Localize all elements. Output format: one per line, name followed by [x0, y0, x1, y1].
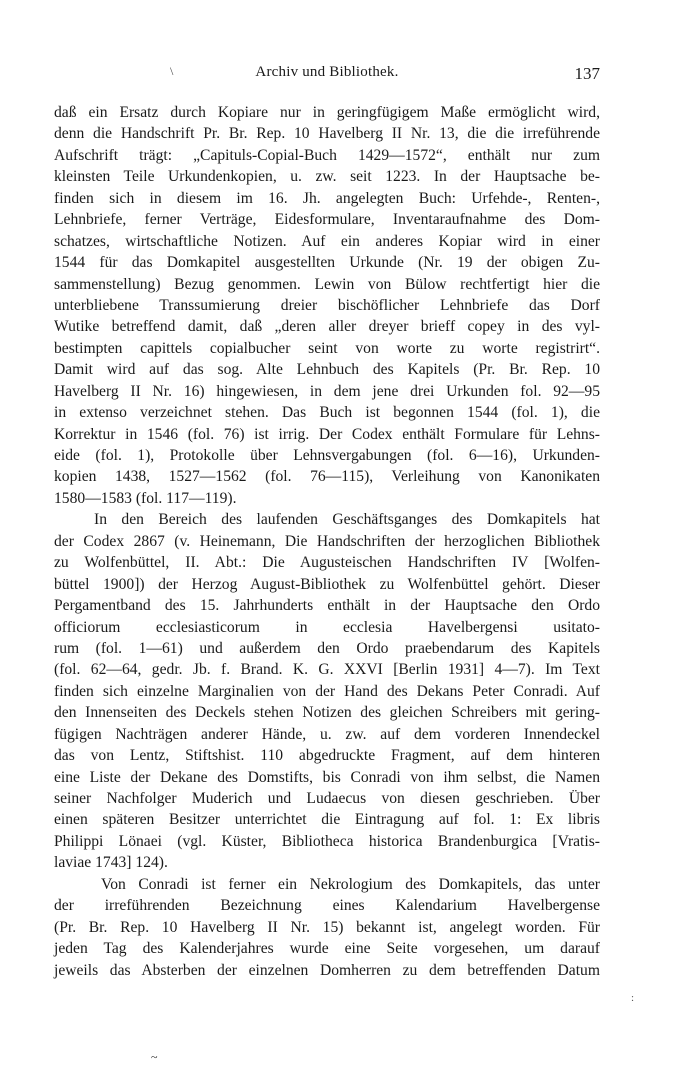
text-line: daß ein Ersatz durch Kopiare nur in geringfügigem Maße ermöglicht wird, [54, 104, 600, 121]
text-line: zu Wolfenbüttel, II. Abt.: Die Augusteischen Handschriften IV [Wolfen- [54, 554, 600, 572]
foot-mark: ~ [151, 1050, 158, 1064]
body-text [54, 102, 600, 981]
text-line: bestimpten capittels copialbucher seint von worte zu worte registrirt“. [54, 339, 600, 357]
text-line: 1544 für das Domkapitel ausgestellten Urkunde (Nr. 19 der obigen Zu- [54, 254, 600, 272]
text-line: denn die Handschrift Pr. Br. Rep. 10 Havelberg II Nr. 13, die die irreführende [54, 125, 600, 143]
text-line: Von Conradi ist ferner ein Nekrologium des Domkapitels, das unter [101, 875, 600, 893]
text-line: eine Liste der Dekane des Domstifts, bis Conradi von ihm selbst, die Namen [54, 768, 600, 786]
text-line: den Innenseiten des Deckels stehen Notizen des gleichen Schreibers mit gering- [54, 704, 600, 722]
text-line: unterbliebene Transsumierung dreier bischöflicher Lehnbriefe das Dorf [54, 296, 600, 314]
text-line: der irreführenden Bezeichnung eines Kalendarium Havelbergense [54, 897, 600, 915]
text-line: laviae 1743] 124). [54, 854, 168, 872]
text-line: Lehnbriefe, ferner Verträge, Eidesformulare, Inventaraufnahme des Dom- [54, 211, 600, 229]
page-number: 137 [574, 64, 600, 83]
text-line: büttel 1900]) der Herzog August-Bibliothek zu Wolfenbüttel gehört. Dieser [54, 575, 600, 593]
text-line: (fol. 62—64, gedr. Jb. f. Brand. K. G. XXVI [Berlin 1931] 4—7). Im Text [54, 661, 600, 679]
text-line: Korrektur in 1546 (fol. 76) ist irrig. Der Codex enthält Formulare für Lehns- [54, 425, 600, 443]
text-line: fügigen Nachträgen anderer Hände, u. zw. auf dem vorderen Innendeckel [54, 725, 600, 743]
text-line: jeden Tag des Kalenderjahres wurde eine Seite vorgesehen, um darauf [54, 940, 600, 958]
text-line: das von Lentz, Stiftshist. 110 abgedruckte Fragment, auf dem hinteren [54, 747, 600, 765]
text-line: Havelberg II Nr. 16) hingewiesen, in dem jene drei Urkunden fol. 92—95 [54, 382, 600, 400]
margin-dot-mark: : [631, 992, 635, 1004]
text-line: Pergamentband des 15. Jahrhunderts enthält in der Hauptsache den Ordo [54, 597, 600, 615]
text-line: finden sich einzelne Marginalien von der Hand des Dekans Peter Conradi. Auf [54, 682, 600, 700]
text-line: jeweils das Absterben der einzelnen Domherren zu dem betreffenden Datum [54, 961, 600, 979]
text-line: kopien 1438, 1527—1562 (fol. 76—115), Verleihung von Kanonikaten [54, 468, 600, 486]
text-line: (Pr. Br. Rep. 10 Havelberg II Nr. 15) bekannt ist, angelegt worden. Für [54, 918, 600, 936]
text-line: der Codex 2867 (v. Heinemann, Die Handschriften der herzoglichen Bibliothek [54, 532, 600, 550]
text-line: sammenstellung) Bezug genommen. Lewin von Bülow rechtfertigt hier die [54, 275, 600, 293]
text-line: kleinsten Teile Urkundenkopien, u. zw. seit 1223. In der Hauptsache be- [54, 168, 600, 186]
text-line: Wutike betreffend damit, daß „deren aller dreyer brieff copey in des vyl- [54, 318, 600, 336]
text-line: schatzes, wirtschaftliche Notizen. Auf ein anderes Kopiar wird in einer [54, 232, 600, 250]
text-line: officiorum ecclesiasticorum in ecclesia Havelbergensi usitato- [54, 618, 600, 636]
text-line: rum (fol. 1—61) und außerdem den Ordo praebendarum des Kapitels [54, 639, 600, 657]
running-title: Archiv und Bibliothek. [255, 64, 399, 80]
text-line: seiner Nachfolger Muderich und Ludaecus von diesen geschrieben. Über [54, 790, 600, 807]
text-line: Philippi Lönaei (vgl. Küster, Bibliotheca historica Brandenburgica [Vratis- [54, 832, 600, 850]
text-line: einen späteren Besitzer unterrichtet die Eintragung auf fol. 1: Ex libris [54, 811, 600, 829]
text-line: In den Bereich des laufenden Geschäftsganges des Domkapitels hat [94, 511, 600, 529]
text-line: in extenso verzeichnet stehen. Das Buch ist begonnen 1544 (fol. 1), die [54, 404, 600, 422]
text-line: Damit wird auf das sog. Alte Lehnbuch des Kapitels (Pr. Br. Rep. 10 [54, 361, 600, 379]
margin-tick-mark: \ [170, 64, 174, 78]
text-line: eide (fol. 1), Protokolle über Lehnsvergabungen (fol. 6—16), Urkunden- [54, 447, 600, 464]
text-line: Aufschrift trägt: „Capituls-Copial-Buch 1429—1572“, enthält nur zum [54, 146, 600, 164]
text-line: finden sich in diesem im 16. Jh. angelegten Buch: Urfehde-, Renten-, [54, 189, 600, 207]
text-line: 1580—1583 (fol. 117—119). [54, 489, 237, 507]
running-header [54, 64, 600, 86]
